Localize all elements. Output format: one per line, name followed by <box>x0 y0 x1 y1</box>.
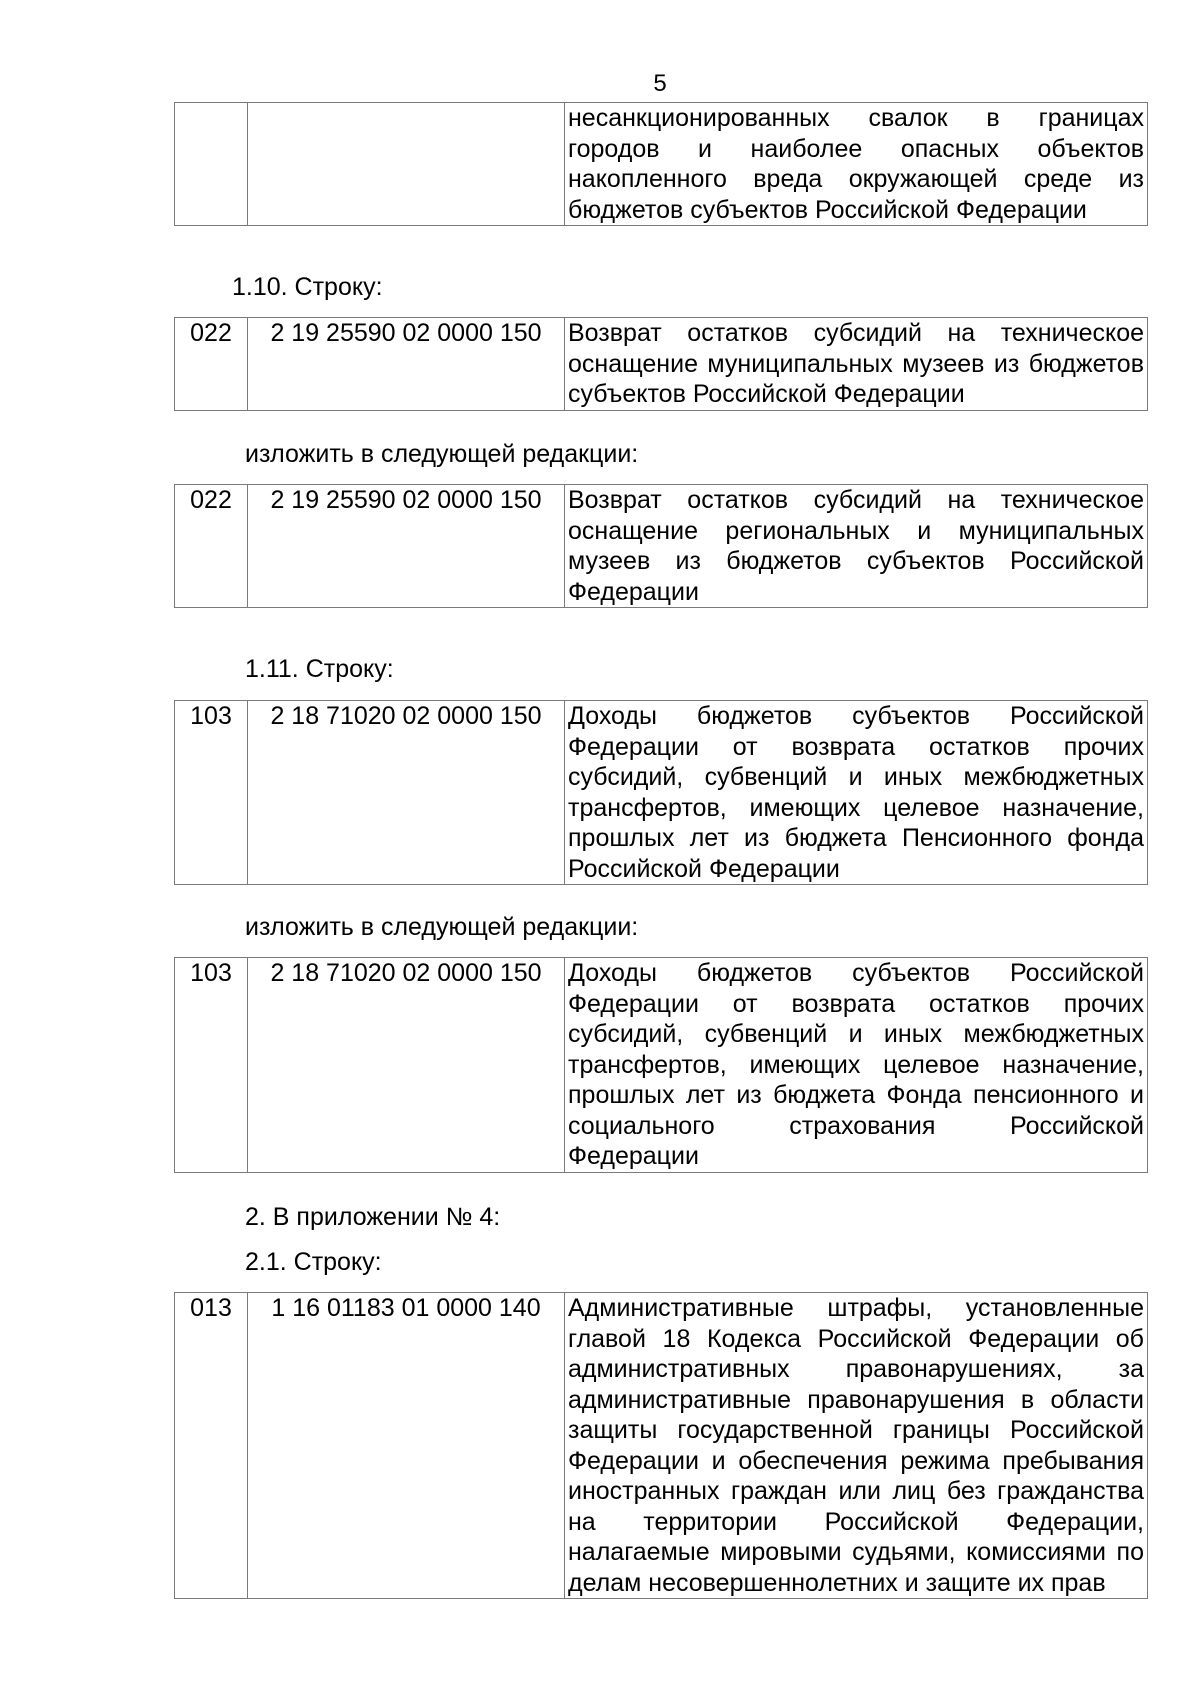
table-row <box>175 701 1148 885</box>
heading-restate-1: изложить в следующей редакции: <box>245 440 639 468</box>
heading-item-1-11: 1.11. Строку: <box>245 655 394 683</box>
page-number: 5 <box>653 70 667 97</box>
heading-item-2-1: 2.1. Строку: <box>245 1248 382 1276</box>
description-text: Доходы бюджетов субъектов Российской Федерации от возврата остатков прочих субсидий, субвенций и иных межбюджетных трансфертов, имеющих целевое назначение, прошлых лет из бюджета Фонда пенсионного и социального страхования Российской Федерации <box>568 959 1144 1170</box>
kbk-code-cell: 2 19 25590 02 0000 150 <box>248 485 565 608</box>
kbk-table-old-1-10 <box>174 317 1148 411</box>
table-row <box>175 318 1148 411</box>
description-text: Возврат остатков субсидий на техническое оснащение муниципальных музеев из бюджетов субъектов Российской Федерации <box>568 319 1144 408</box>
description-cell <box>565 958 1148 1173</box>
kbk-code-cell: 2 18 71020 02 0000 150 <box>248 958 565 1173</box>
description-cell <box>565 318 1148 411</box>
table-row <box>175 1293 1148 1599</box>
kbk-code-cell: 2 18 71020 02 0000 150 <box>248 701 565 885</box>
kbk-table-continuation <box>174 102 1148 226</box>
description-cell <box>565 701 1148 885</box>
description-text: Возврат остатков субсидий на техническое оснащение региональных и муниципальных музеев из бюджетов субъектов Российской Федерации <box>568 486 1144 606</box>
kbk-table-new-1-11 <box>174 957 1148 1173</box>
table-row <box>175 103 1148 226</box>
table-row <box>175 485 1148 608</box>
admin-code-cell: 013 <box>175 1293 248 1599</box>
table-row <box>175 958 1148 1173</box>
admin-code-cell <box>175 103 248 226</box>
admin-code-cell: 022 <box>175 318 248 411</box>
admin-code-cell: 103 <box>175 958 248 1173</box>
kbk-table-old-1-11 <box>174 700 1148 885</box>
description-text: Доходы бюджетов субъектов Российской Федерации от возврата остатков прочих субсидий, субвенций и иных межбюджетных трансфертов, имеющих целевое назначение, прошлых лет из бюджета Пенсионного фонда Российской Федерации <box>568 702 1144 883</box>
admin-code-cell: 022 <box>175 485 248 608</box>
kbk-code-cell <box>248 103 565 226</box>
kbk-code-cell: 2 19 25590 02 0000 150 <box>248 318 565 411</box>
heading-restate-2: изложить в следующей редакции: <box>245 913 639 941</box>
heading-item-1-10: 1.10. Строку: <box>232 273 383 301</box>
admin-code-cell: 103 <box>175 701 248 885</box>
description-text: Административные штрафы, установленные главой 18 Кодекса Российской Федерации об административных правонарушениях, за административные правонарушения в области защиты государственной границы Российской Федерации и обеспечения режима пребывания иностранных граждан или лиц без гражданства на территории Российской Федерации, налагаемые мировыми судьями, комиссиями по делам несовершеннолетних и защите их прав <box>568 1294 1144 1597</box>
description-cell <box>565 103 1148 226</box>
kbk-table-old-2-1 <box>174 1292 1148 1599</box>
heading-item-2: 2. В приложении № 4: <box>245 1203 501 1231</box>
kbk-table-new-1-10 <box>174 484 1148 608</box>
description-cell <box>565 1293 1148 1599</box>
kbk-code-cell: 1 16 01183 01 0000 140 <box>248 1293 565 1599</box>
description-text: несанкционированных свалок в границах городов и наиболее опасных объектов накопленного вреда окружающей среде из бюджетов субъектов Российской Федерации <box>568 104 1144 224</box>
description-cell <box>565 485 1148 608</box>
